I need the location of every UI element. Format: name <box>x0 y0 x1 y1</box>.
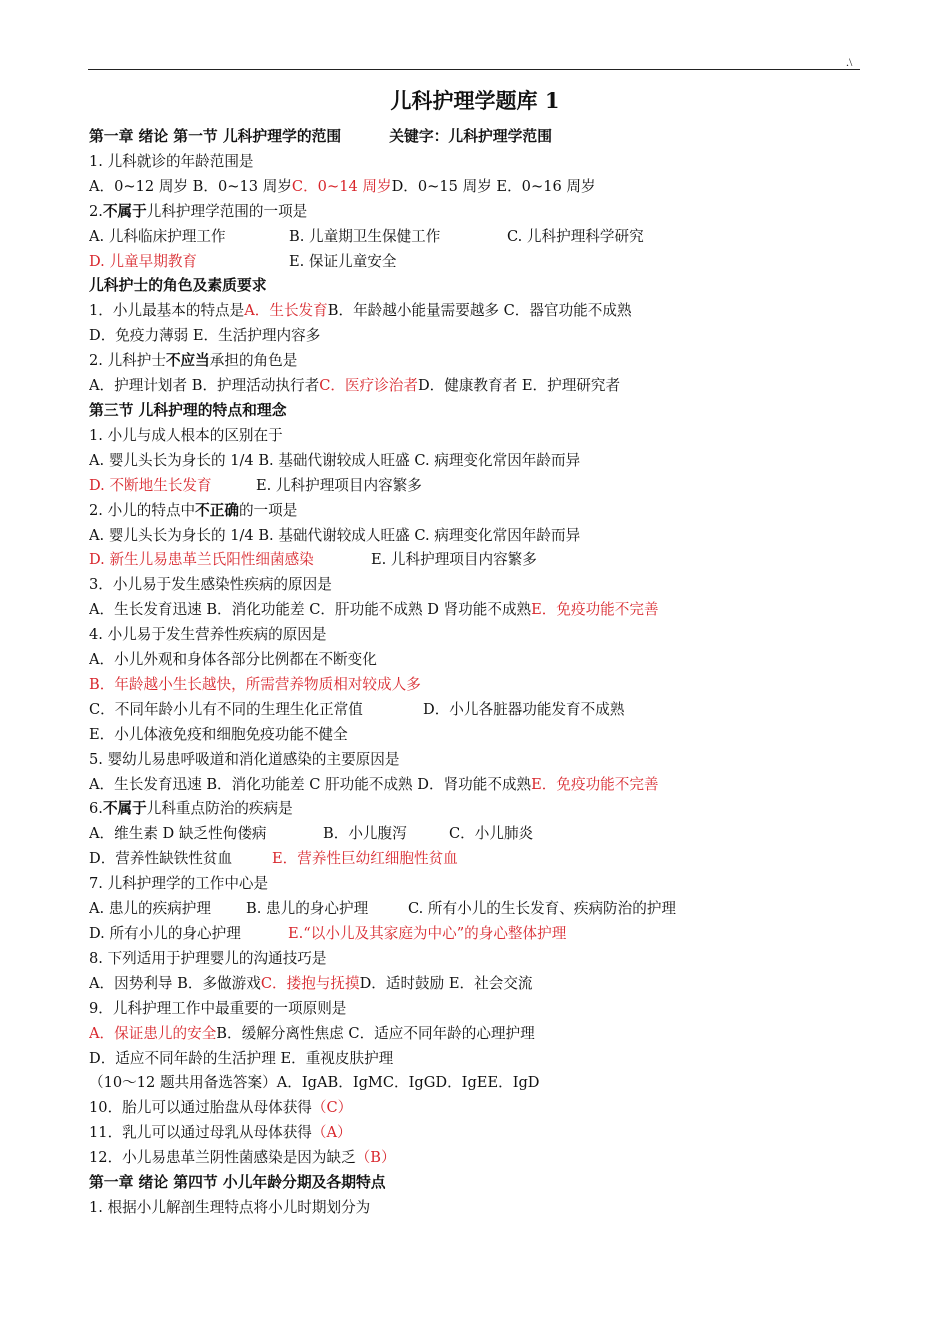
answer-text: E．免疫功能不完善 <box>531 775 659 793</box>
line-text: 关键字：儿科护理学范围 <box>389 128 552 145</box>
line-text: （10～12 题共用备选答案）A．IgAB．IgMC．IgGD．IgEE．IgD <box>89 1074 540 1092</box>
line-text: B．小儿腹泻 <box>323 825 407 843</box>
line-text: 1. 根据小儿解剖生理特点将小儿时期划分为 <box>89 1198 371 1216</box>
line-text: E. 儿科护理项目内容繁多 <box>371 551 537 569</box>
line-text: 7. 儿科护理学的工作中心是 <box>89 875 269 893</box>
line-text: 8. 下列适用于护理婴儿的沟通技巧是 <box>89 949 327 967</box>
line-text: A．生长发育迅速 B．消化功能差 C．肝功能不成熟 D 肾功能不成熟 <box>89 601 532 619</box>
answer-text: （A） <box>311 1124 352 1142</box>
answer-text: E．营养性巨幼红细胞性贫血 <box>272 850 458 868</box>
text-line <box>89 872 869 897</box>
answer-text: B．年龄越小生长越快，所需营养物质相对较成人多 <box>89 675 421 693</box>
text-line <box>89 673 869 698</box>
line-text: 4. 小儿易于发生营养性疾病的原因是 <box>89 626 327 644</box>
line-text: C．不同年龄小儿有不同的生理生化正常值 <box>89 700 363 718</box>
text-line <box>89 548 869 573</box>
line-text: 11．乳儿可以通过母乳从母体获得 <box>89 1124 312 1142</box>
line-text: 2. <box>89 202 103 220</box>
answer-text: D. 儿童早期教育 <box>89 252 198 270</box>
answer-text: D. 不断地生长发育 <box>89 476 212 494</box>
line-text: C．小儿肺炎 <box>449 825 534 843</box>
line-text: 第一章 绪论 第四节 小儿年龄分期及各期特点 <box>89 1174 386 1192</box>
line-text: 第三节 儿科护理的特点和理念 <box>89 401 287 419</box>
line-text: 不属于 <box>102 800 147 818</box>
text-line <box>89 1047 869 1072</box>
text-line <box>89 1121 869 1146</box>
text-line <box>89 424 869 449</box>
line-text: 不属于 <box>102 202 147 220</box>
line-text: 不应当 <box>165 352 210 370</box>
text-line <box>89 822 869 847</box>
line-text: D．免疫力薄弱 E．生活护理内容多 <box>89 327 321 345</box>
section-heading <box>89 274 869 299</box>
line-text: 2. 儿科护士 <box>89 352 166 370</box>
answer-text: A．生长发育 <box>244 302 328 320</box>
answer-text: E．免疫功能不完善 <box>531 601 659 619</box>
line-text: 第一章 绪论 第一节 儿科护理学的范围 <box>89 128 342 145</box>
text-line <box>89 947 869 972</box>
answer-text: （C） <box>311 1099 353 1117</box>
text-line <box>89 897 869 922</box>
line-text: 1. 儿科就诊的年龄范围是 <box>89 152 254 170</box>
text-line <box>89 175 869 200</box>
text-line <box>89 1196 869 1221</box>
line-text: 6. <box>89 800 103 818</box>
line-text: E．小儿体液免疫和细胞免疫功能不健全 <box>89 725 348 743</box>
text-line <box>89 474 869 499</box>
text-line <box>89 1022 869 1047</box>
text-line <box>89 324 869 349</box>
text-line <box>89 250 869 275</box>
text-line <box>89 1146 869 1171</box>
line-text: 承担的角色是 <box>209 352 298 370</box>
text-line <box>89 598 869 623</box>
line-text: A．0~12 周岁 B．0~13 周岁 <box>89 177 292 195</box>
line-text: 9．儿科护理工作中最重要的一项原则是 <box>89 999 347 1017</box>
line-text: A．因势利导 B．多做游戏 <box>89 974 261 992</box>
text-line <box>89 648 869 673</box>
line-text: 不正确 <box>195 501 239 519</box>
line-text: A. 患儿的疾病护理 <box>89 900 211 918</box>
line-text: C. 所有小儿的生长发育、疾病防治的护理 <box>408 900 677 918</box>
line-text: C. 儿科护理科学研究 <box>507 227 644 245</box>
line-text: A. 婴儿头长为身长的 1/4 B. 基础代谢较成人旺盛 C. 病理变化常因年龄而异 <box>89 451 581 469</box>
text-line <box>89 623 869 648</box>
line-text: D．营养性缺铁性贫血 <box>89 850 233 868</box>
line-text: A. 婴儿头长为身长的 1/4 B. 基础代谢较成人旺盛 C. 病理变化常因年龄而异 <box>89 526 581 544</box>
text-line <box>89 349 869 374</box>
line-text: B. 患儿的身心护理 <box>246 900 369 918</box>
text-line <box>89 499 869 524</box>
answer-text: D. 新生儿易患革兰氏阳性细菌感染 <box>89 551 314 569</box>
answer-text: E.“以小儿及其家庭为中心”的身心整体护理 <box>288 925 567 942</box>
text-line <box>89 1071 869 1096</box>
page-title: 儿科护理学题库 1 <box>390 88 560 113</box>
header-rule <box>88 69 860 70</box>
line-text: B．缓解分离性焦虑 C．适应不同年龄的心理护理 <box>216 1024 535 1042</box>
header-mark: .\ <box>846 55 853 69</box>
line-text: D. 所有小儿的身心护理 <box>89 925 241 942</box>
section-heading <box>89 1171 869 1196</box>
text-line <box>89 997 869 1022</box>
text-line <box>89 573 869 598</box>
text-line <box>89 200 869 225</box>
line-text: 儿科护理学范围的一项是 <box>146 202 308 220</box>
line-text: 儿科护士的角色及素质要求 <box>89 277 267 295</box>
text-line <box>89 723 869 748</box>
line-text: D．适时鼓励 E．社会交流 <box>359 974 533 992</box>
text-line <box>89 374 869 399</box>
section-heading <box>89 399 869 424</box>
answer-text: C．0~14 周岁 <box>291 177 392 195</box>
line-text: A．维生素 D 缺乏性佝偻病 <box>89 825 267 843</box>
text-line <box>89 773 869 798</box>
line-text: A．护理计划者 B．护理活动执行者 <box>89 377 320 395</box>
line-text: B. 儿童期卫生保健工作 <box>289 227 441 245</box>
text-line <box>89 972 869 997</box>
line-text: B．年龄越小能量需要越多 C．器官功能不成熟 <box>327 302 632 320</box>
text-line <box>89 748 869 773</box>
document-body <box>89 125 869 1221</box>
line-text: 1．小儿最基本的特点是 <box>89 302 245 320</box>
line-text: 10．胎儿可以通过胎盘从母体获得 <box>89 1099 312 1117</box>
answer-text: C．医疗诊治者 <box>319 377 418 395</box>
line-text: E. 保证儿童安全 <box>289 252 397 270</box>
text-line <box>89 797 869 822</box>
line-text: D．小儿各脏器功能发育不成熟 <box>423 700 625 718</box>
line-text: 3．小儿易于发生感染性疾病的原因是 <box>89 576 332 594</box>
text-line <box>89 847 869 872</box>
line-text: D．0~15 周岁 E．0~16 周岁 <box>391 177 596 195</box>
line-text: 的一项是 <box>238 501 298 519</box>
text-line <box>89 922 869 947</box>
line-text: A．小儿外观和身体各部分比例都在不断变化 <box>89 651 377 669</box>
line-text: A．生长发育迅速 B．消化功能差 C 肝功能不成熟 D．肾功能不成熟 <box>89 775 532 793</box>
text-line <box>89 449 869 474</box>
line-text: D．适应不同年龄的生活护理 E．重视皮肤护理 <box>89 1049 394 1067</box>
line-text: D．健康教育者 E．护理研究者 <box>417 377 621 395</box>
line-text: 1. 小儿与成人根本的区别在于 <box>89 426 283 444</box>
text-line <box>89 698 869 723</box>
line-text: 5. 婴幼儿易患呼吸道和消化道感染的主要原因是 <box>89 750 400 768</box>
text-line <box>89 150 869 175</box>
text-line <box>89 1096 869 1121</box>
line-text: E. 儿科护理项目内容繁多 <box>256 476 422 494</box>
line-text: A. 儿科临床护理工作 <box>89 227 226 245</box>
answer-text: C．搂抱与抚摸 <box>260 974 360 992</box>
line-text: 儿科重点防治的疾病是 <box>146 800 293 818</box>
line-text: 12．小儿易患革兰阴性菌感染是因为缺乏 <box>89 1149 356 1167</box>
text-line <box>89 524 869 549</box>
line-text: 2. 小儿的特点中 <box>89 501 196 519</box>
text-line <box>89 225 869 250</box>
section-heading <box>89 125 869 150</box>
answer-text: （B） <box>355 1149 396 1167</box>
answer-text: A．保证患儿的安全 <box>89 1024 217 1042</box>
text-line <box>89 299 869 324</box>
